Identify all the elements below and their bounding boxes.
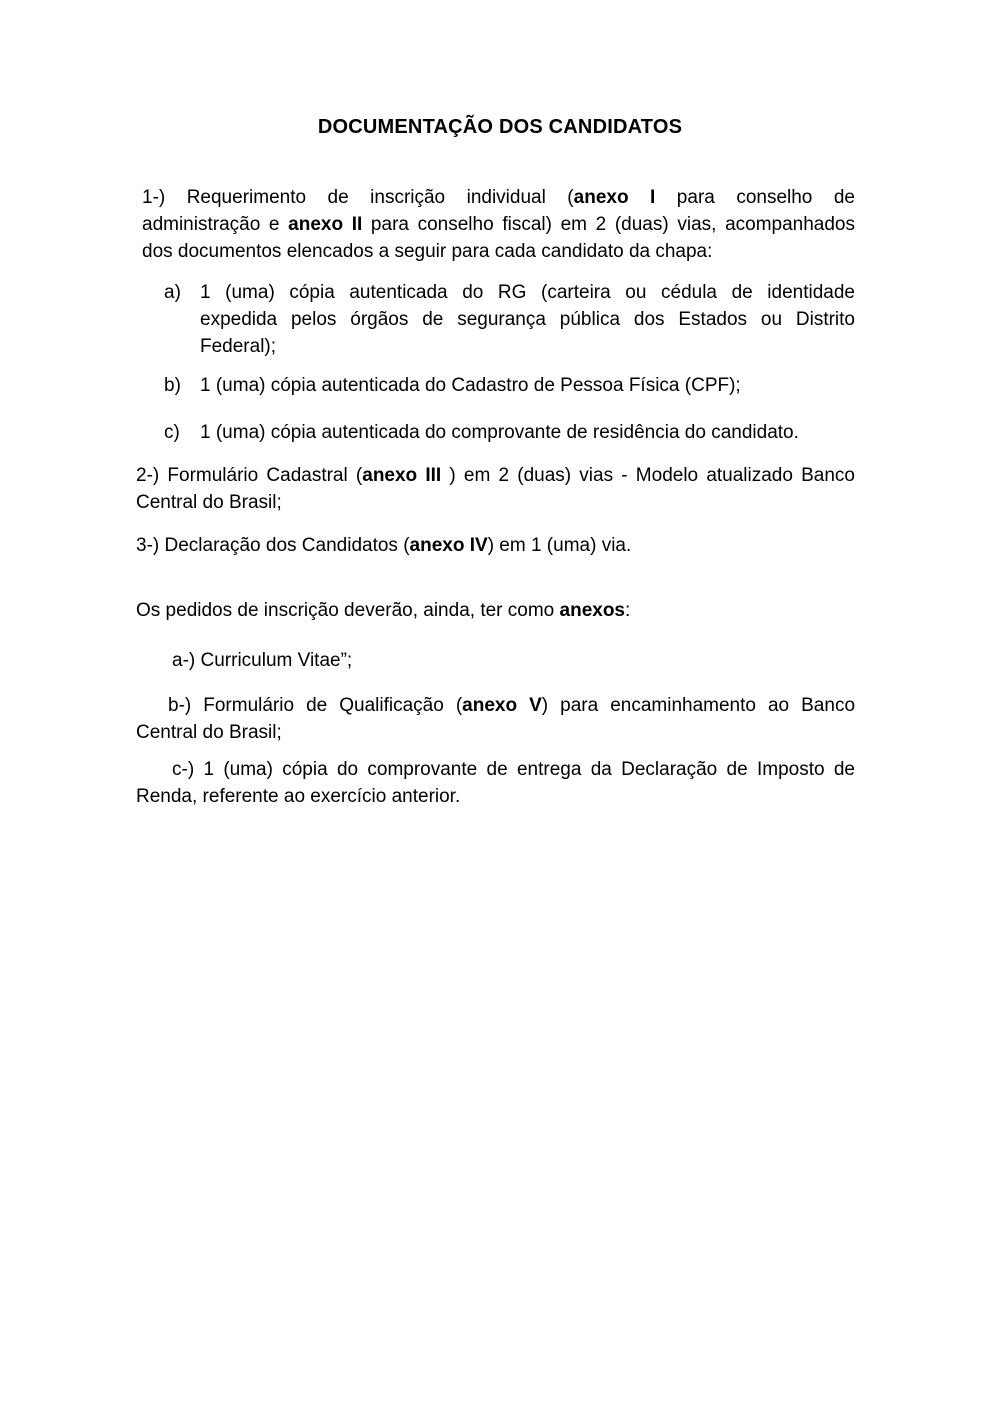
text-run: ) em 2 (duas) vias - Modelo atualizado Banco bbox=[441, 465, 856, 486]
text-line bbox=[136, 692, 855, 719]
text-line bbox=[136, 597, 855, 624]
text-line bbox=[200, 279, 855, 306]
list-item-text bbox=[200, 372, 855, 399]
paragraph-5b bbox=[136, 692, 855, 746]
text-run: para conselho fiscal) em 2 (duas) vias, acompanhados bbox=[362, 214, 855, 235]
text-line bbox=[200, 333, 855, 360]
list-marker: c) bbox=[164, 422, 180, 443]
paragraph-5c bbox=[136, 756, 855, 810]
text-run: Central do Brasil; bbox=[136, 492, 282, 513]
text-run: para conselho de bbox=[655, 187, 855, 208]
text-line bbox=[142, 238, 855, 265]
text-run: Central do Brasil; bbox=[136, 722, 282, 743]
text-run: Renda, referente ao exercício anterior. bbox=[136, 786, 461, 807]
text-line bbox=[136, 719, 855, 746]
text-run: dos documentos elencados a seguir para cada candidato da chapa: bbox=[142, 241, 713, 262]
list-item-text bbox=[200, 279, 855, 360]
bold-text-run: anexos bbox=[559, 600, 625, 621]
text-run: 3-) Declaração dos Candidatos ( bbox=[136, 535, 410, 556]
text-run: 1 (uma) cópia autenticada do Cadastro de Pessoa Física (CPF); bbox=[200, 375, 741, 396]
text-run: expedida pelos órgãos de segurança pública dos Estados ou Distrito bbox=[200, 309, 855, 330]
text-run: c-) 1 (uma) cópia do comprovante de entrega da Declaração de Imposto de bbox=[172, 759, 855, 780]
text-run: ) em 1 (uma) via. bbox=[487, 535, 632, 556]
text-line bbox=[136, 462, 855, 489]
paragraph-5a bbox=[136, 647, 855, 674]
text-line bbox=[200, 306, 855, 333]
text-line bbox=[142, 184, 855, 211]
text-line bbox=[136, 489, 855, 516]
list-item-c bbox=[164, 419, 855, 446]
bold-text-run: anexo III bbox=[362, 465, 442, 486]
text-run: Federal); bbox=[200, 336, 277, 357]
text-line bbox=[136, 756, 855, 783]
bold-text-run: anexo II bbox=[288, 214, 363, 235]
text-line bbox=[136, 783, 855, 810]
list-marker: b) bbox=[164, 375, 181, 396]
text-run: 1-) Requerimento de inscrição individual ( bbox=[142, 187, 574, 208]
paragraph-4 bbox=[136, 597, 855, 624]
text-run: ) para encaminhamento ao Banco bbox=[541, 695, 856, 716]
bold-text-run: anexo I bbox=[573, 187, 656, 208]
text-line bbox=[200, 372, 855, 399]
text-line bbox=[136, 532, 855, 559]
paragraph-2 bbox=[136, 462, 855, 516]
text-line bbox=[136, 647, 855, 674]
list-item-a bbox=[164, 279, 855, 360]
text-run: administração e bbox=[142, 214, 289, 235]
text-line bbox=[200, 419, 855, 446]
paragraph-3 bbox=[136, 532, 855, 559]
text-run: : bbox=[625, 600, 631, 621]
list-item-text bbox=[200, 419, 855, 446]
text-run: b-) Formulário de Qualificação ( bbox=[168, 695, 463, 716]
paragraph-1 bbox=[142, 184, 855, 265]
list-item-b bbox=[164, 372, 855, 399]
bold-text-run: anexo IV bbox=[409, 535, 488, 556]
document-title: DOCUMENTAÇÃO DOS CANDIDATOS bbox=[317, 116, 683, 138]
list-marker: a) bbox=[164, 282, 181, 303]
bold-text-run: anexo V bbox=[462, 695, 542, 716]
text-line bbox=[142, 211, 855, 238]
text-run: 1 (uma) cópia autenticada do comprovante de residência do candidato. bbox=[200, 422, 799, 443]
text-run: Os pedidos de inscrição deverão, ainda, ter como bbox=[136, 600, 560, 621]
text-run: 2-) Formulário Cadastral ( bbox=[136, 465, 363, 486]
text-run: 1 (uma) cópia autenticada do RG (carteira ou cédula de identidade bbox=[200, 282, 855, 303]
text-run: a-) Curriculum Vitae”; bbox=[172, 650, 353, 671]
